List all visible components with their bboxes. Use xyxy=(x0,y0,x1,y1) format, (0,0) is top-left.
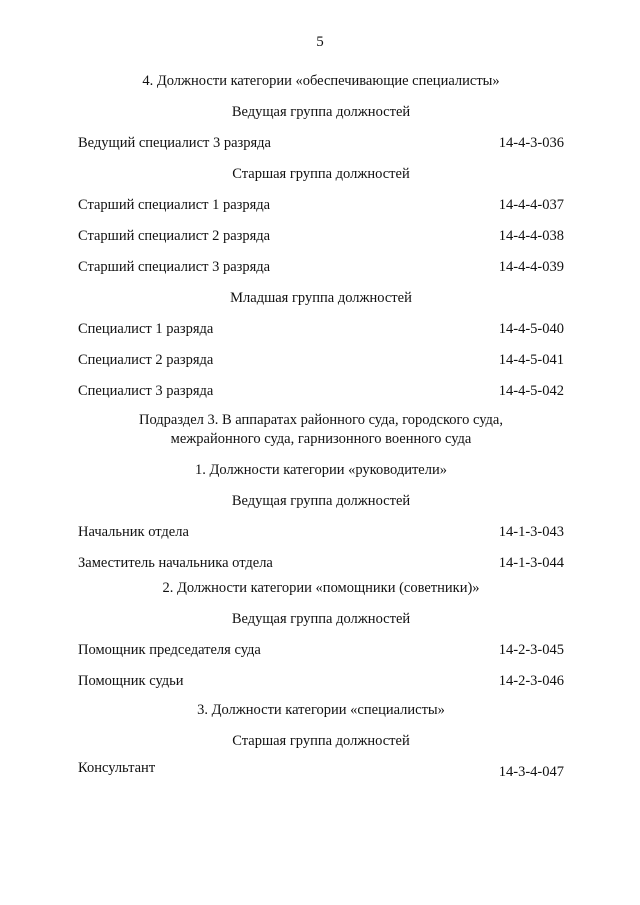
position-row xyxy=(78,382,564,401)
position-row xyxy=(78,672,564,691)
position-title: Старший специалист 2 разряда xyxy=(78,228,271,244)
position-row xyxy=(78,759,564,778)
position-code: 14-4-4-038 xyxy=(498,228,564,244)
page-number: 5 xyxy=(316,34,324,50)
position-code: 14-4-5-041 xyxy=(498,352,564,368)
position-code: 14-4-4-037 xyxy=(498,197,564,213)
position-title: Старший специалист 3 разряда xyxy=(78,259,271,275)
group-heading: Ведущая группа должностей xyxy=(231,104,411,120)
position-row xyxy=(78,320,564,339)
position-row xyxy=(78,351,564,370)
subsection-line: Подраздел 3. В аппаратах районного суда, городского суда, xyxy=(139,412,503,428)
position-title: Ведущий специалист 3 разряда xyxy=(78,135,271,151)
position-code: 14-4-4-039 xyxy=(498,259,564,275)
position-title: Специалист 3 разряда xyxy=(78,383,214,399)
position-row xyxy=(78,227,564,246)
subsection-line: межрайонного суда, гарнизонного военного суда xyxy=(170,431,472,447)
group-heading: Ведущая группа должностей xyxy=(231,611,411,627)
position-title: Помощник председателя суда xyxy=(78,642,261,658)
position-code: 14-2-3-045 xyxy=(498,642,564,658)
position-title: Специалист 1 разряда xyxy=(78,321,214,337)
position-row xyxy=(78,523,564,542)
section-heading: 3. Должности категории «специалисты» xyxy=(197,702,445,718)
position-title: Консультант xyxy=(78,760,156,776)
position-code: 14-1-3-044 xyxy=(498,555,564,571)
group-heading: Ведущая группа должностей xyxy=(231,493,411,509)
position-title: Помощник судьи xyxy=(78,673,184,689)
position-row xyxy=(78,258,564,277)
position-code: 14-4-5-040 xyxy=(498,321,564,337)
position-title: Начальник отдела xyxy=(78,524,189,540)
position-title: Старший специалист 1 разряда xyxy=(78,197,271,213)
position-code: 14-3-4-047 xyxy=(498,764,564,780)
position-title: Заместитель начальника отдела xyxy=(78,555,273,571)
position-title: Специалист 2 разряда xyxy=(78,352,214,368)
document-body xyxy=(78,72,564,778)
position-row xyxy=(78,134,564,153)
position-row xyxy=(78,196,564,215)
subsection-heading xyxy=(78,411,564,449)
section-heading: 4. Должности категории «обеспечивающие специалисты» xyxy=(142,73,500,89)
section-heading: 2. Должности категории «помощники (советники)» xyxy=(162,580,480,596)
position-code: 14-4-3-036 xyxy=(498,135,564,151)
position-row xyxy=(78,641,564,660)
position-row xyxy=(78,554,564,573)
position-code: 14-4-5-042 xyxy=(498,383,564,399)
position-code: 14-2-3-046 xyxy=(498,673,564,689)
position-code: 14-1-3-043 xyxy=(498,524,564,540)
section-heading: 1. Должности категории «руководители» xyxy=(195,462,447,478)
group-heading: Младшая группа должностей xyxy=(230,290,412,306)
group-heading: Старшая группа должностей xyxy=(232,733,410,749)
group-heading: Старшая группа должностей xyxy=(232,166,410,182)
